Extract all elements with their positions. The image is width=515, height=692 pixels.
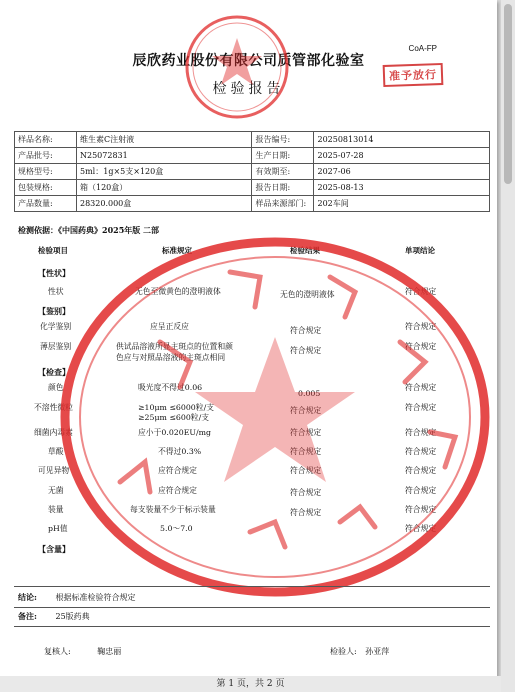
company-title: 辰欣药业股份有限公司质管部化验室 [132, 53, 365, 69]
section-inspection: 【检查】 [38, 367, 70, 377]
col-header-standard: 标准规定 [162, 246, 192, 255]
inspector [330, 646, 389, 657]
standard-text: 5.0～7.0 [160, 524, 193, 533]
item-label: 薄层鉴别 [40, 342, 72, 351]
table-row: 样品名称: 维生素C注射液 报告编号: 20250813014 [15, 132, 490, 148]
conclusion-text: 符合规定 [405, 342, 437, 351]
result-text: 符合规定 [290, 508, 322, 517]
remark-label: 备注: [18, 611, 37, 621]
standard-text: 应符合规定 [158, 466, 197, 475]
section-traits: 【性状】 [38, 268, 70, 278]
section-content: 【含量】 [38, 544, 70, 554]
conclusion-text: 符合规定 [405, 287, 437, 296]
conclusion-text: 符合规定 [405, 486, 437, 495]
table-row: 产品批号: N25072831 生产日期: 2025-07-28 [15, 148, 490, 164]
standard-text: 吸光度不得过0.06 [138, 383, 203, 392]
reviewer-name: 鞠忠丽 [97, 647, 122, 656]
item-label: 细菌内毒素 [34, 428, 73, 437]
conclusion-text: 符合规定 [405, 403, 437, 412]
conclusion-row [14, 586, 490, 608]
standard-text: 供试品溶液所显主斑点的位置和颜 [116, 342, 233, 351]
item-label: 化学鉴别 [40, 322, 72, 331]
result-text: 符合规定 [290, 488, 322, 497]
standard-text: 应符合规定 [158, 486, 197, 495]
reviewer [44, 646, 121, 657]
item-label: pH值 [48, 524, 68, 533]
conclusion-text: 符合规定 [405, 383, 437, 392]
result-text: 0.005 [298, 389, 321, 398]
result-text: 符合规定 [290, 447, 322, 456]
reviewer-label: 复核人: [44, 647, 71, 656]
standard-text: 每支装量不少于标示装量 [130, 505, 216, 514]
result-text: 符合规定 [290, 406, 322, 415]
result-text: 符合规定 [290, 428, 322, 437]
conclusion-label: 结论: [18, 592, 37, 602]
approval-stamp: 准予放行 [383, 63, 444, 87]
item-label: 不溶性微粒 [34, 403, 73, 412]
standard-text: 应小于0.020EU/mg [138, 428, 211, 437]
inspector-name: 孙亚萍 [365, 647, 390, 656]
col-header-result: 检验结果 [290, 246, 320, 255]
col-header-item: 检验项目 [38, 246, 68, 255]
standard-text: 应呈正反应 [150, 322, 189, 331]
standard-text: ≥10μm ≤6000粒/支 [138, 403, 214, 412]
remark-row [14, 606, 490, 627]
report-title: 检验报告 [212, 81, 285, 97]
item-label: 性状 [48, 287, 64, 296]
page-indicator: 第 1 页，共 2 页 [0, 676, 501, 692]
scrollbar-thumb[interactable] [504, 4, 512, 184]
table-row: 规格型号: 5ml：1g×5支×120盒 有效期至: 2027-06 [15, 164, 490, 180]
test-basis: 检测依据：《中国药典》2025年版 二部 [18, 225, 160, 235]
item-label: 可见异物 [38, 466, 70, 475]
standard-text: ≥25μm ≤600粒/支 [138, 413, 210, 422]
result-text: 无色的澄明液体 [280, 290, 335, 299]
standard-text: 色应与对照品溶液的主斑点相同 [116, 353, 226, 362]
inspector-label: 检验人: [330, 647, 357, 656]
conclusion-text: 符合规定 [405, 322, 437, 331]
col-header-conclusion: 单项结论 [405, 246, 435, 255]
conclusion-text: 符合规定 [405, 505, 437, 514]
coa-code: CoA-FP [408, 44, 437, 53]
item-label: 草酸 [48, 447, 64, 456]
sample-info-table [14, 131, 490, 212]
standard-text: 不得过0.3% [158, 447, 202, 456]
result-text: 符合规定 [290, 326, 322, 335]
conclusion-text: 符合规定 [405, 447, 437, 456]
item-label: 颜色 [48, 383, 64, 392]
conclusion-value: 根据标准检验符合规定 [55, 593, 136, 602]
remark-value: 25版药典 [55, 612, 90, 621]
conclusion-text: 符合规定 [405, 428, 437, 437]
scrollbar[interactable] [501, 0, 515, 692]
item-label: 装量 [48, 505, 64, 514]
table-row: 包装规格: 箱（120盒） 报告日期: 2025-08-13 [15, 180, 490, 196]
item-label: 无菌 [48, 486, 64, 495]
conclusion-text: 符合规定 [405, 466, 437, 475]
table-row: 产品数量: 28320.000盒 样品来源部门: 202车间 [15, 196, 490, 212]
result-text: 符合规定 [290, 466, 322, 475]
conclusion-text: 符合规定 [405, 524, 437, 533]
section-identification: 【鉴别】 [38, 306, 70, 316]
result-text: 符合规定 [290, 346, 322, 355]
standard-text: 无色至微黄色的澄明液体 [135, 287, 221, 296]
